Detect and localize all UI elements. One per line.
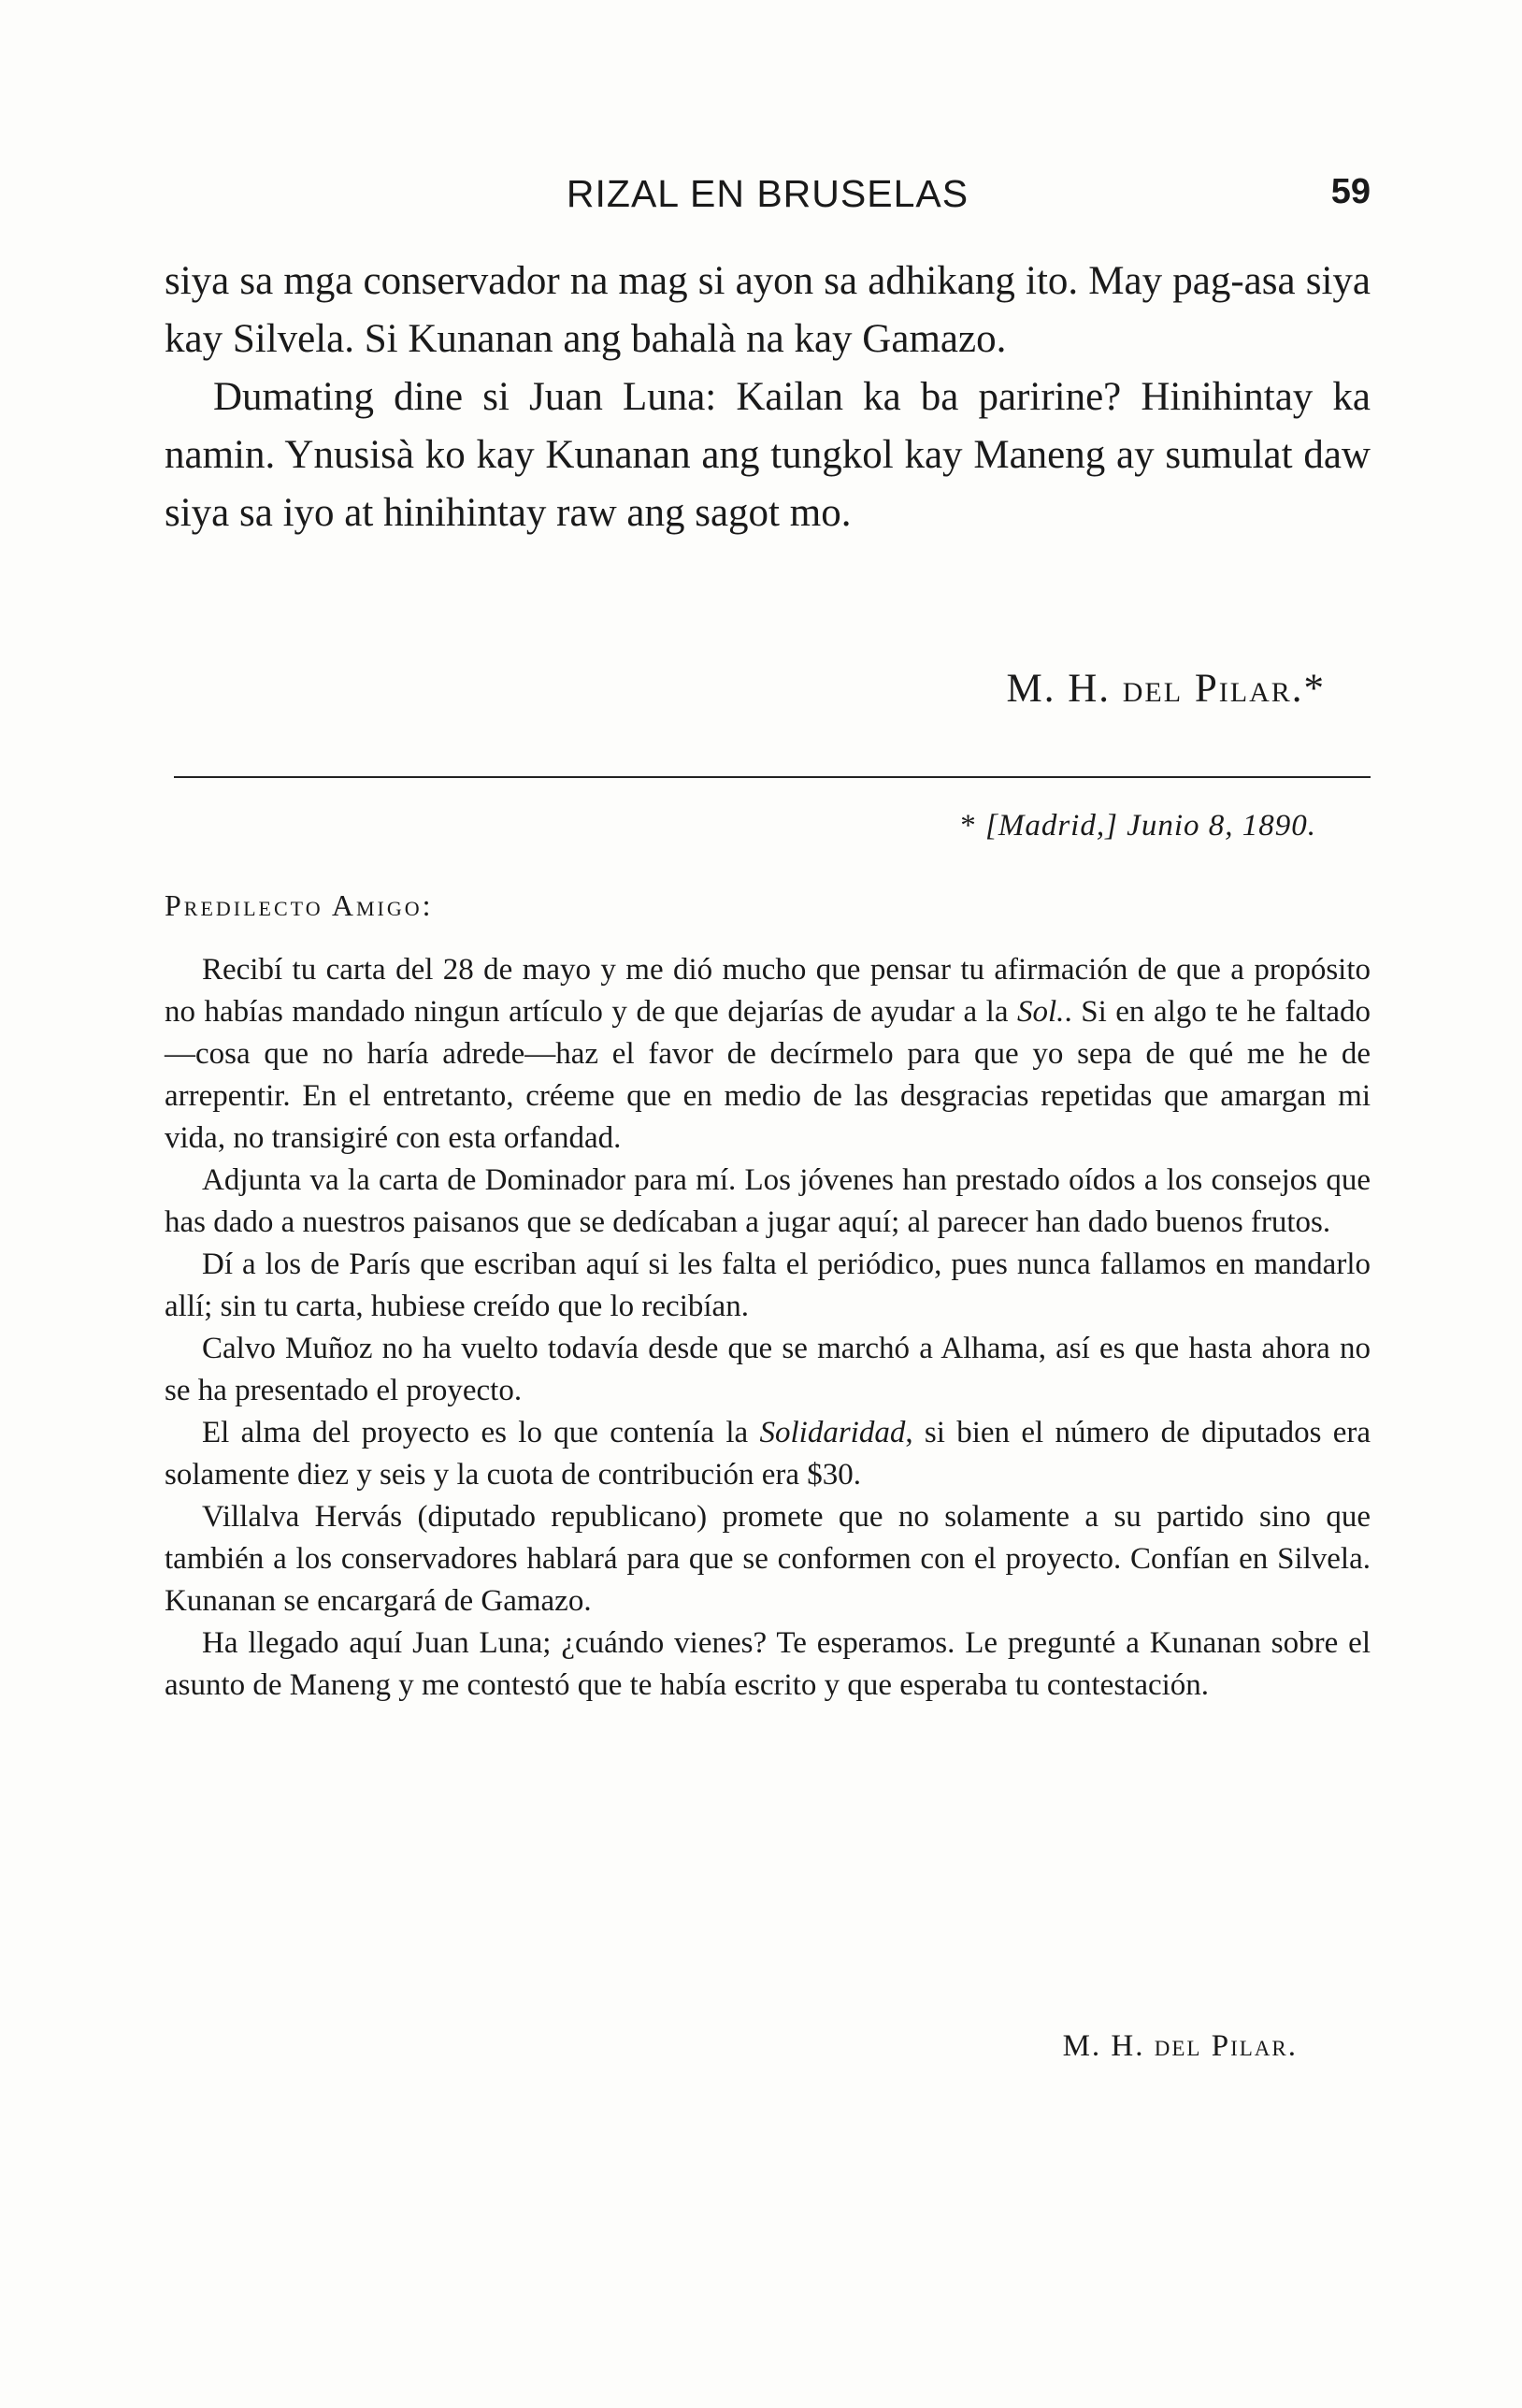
italic-title: Solidaridad xyxy=(759,1416,906,1449)
text-run: , si bien el número de diputados era solamente diez y seis y la cuota de contribución era $30. xyxy=(165,1416,1371,1492)
letter-paragraph xyxy=(165,949,1371,1160)
text-run: Recibí tu carta del 28 de mayo y me dió mucho que pensar tu afirmación de que a propósito no habías mandado ningun artículo y de que dejarías de ayudar a la xyxy=(165,953,1371,1029)
letter-paragraph: Ha llegado aquí Juan Luna; ¿cuándo vienes? Te esperamos. Le pregunté a Kunanan sobre el asunto de Maneng y me contestó que te había escrito y que esperaba tu contestación. xyxy=(165,1626,1371,1702)
running-head xyxy=(165,168,1371,224)
paragraph: Dumating dine si Juan Luna: Kailan ka ba paririne? Hinihintay ka namin. Ynusisà ko kay Kunanan ang tungkol kay Maneng ay sumulat daw siya sa iyo at hinihintay raw ang sagot mo. xyxy=(165,375,1371,535)
letter-paragraph: Villalva Hervás (diputado republicano) promete que no solamente a su partido sino que también a los conservadores hablará para que se conformen con el proyecto. Confían en Silvela. Kunanan se encargará de Gamazo. xyxy=(165,1500,1371,1618)
signature-particle: del xyxy=(1122,667,1184,711)
top-section-text xyxy=(165,252,1371,542)
letter-salutation: Predilecto Amigo: xyxy=(165,888,434,922)
signature-initials: M. H. xyxy=(1006,667,1123,711)
letter-dateline xyxy=(960,809,1316,844)
paragraph: siya sa mga conservador na mag si ayon sa adhikang ito. May pag-asa siya kay Silvela. Si Kunanan ang bahalà na kay Gamazo. xyxy=(165,259,1371,361)
text-run: . Si en algo te he faltado—cosa que no haría adrede—haz el favor de decírmelo para que yo sepa de qué me he de arrepentir. En el entretanto, créeme que en medio de las desgracias repetidas que amargan mi vida, no transigiré con esta orfandad. xyxy=(165,995,1371,1155)
running-title: RIZAL EN BRUSELAS xyxy=(566,172,969,215)
letter-paragraph: Adjunta va la carta de Dominador para mí. Los jóvenes han prestado oídos a los consejos que has dado a nuestros paisanos que se dedícaban a jugar aquí; al parecer han dado buenos frutos. xyxy=(165,1163,1371,1239)
signature-bottom xyxy=(1063,2029,1298,2064)
signature-top xyxy=(1006,666,1326,712)
footnote-divider xyxy=(174,776,1371,778)
signature-particle: del xyxy=(1154,2029,1202,2063)
letter-place: [Madrid,] xyxy=(984,809,1118,843)
text-run: El alma del proyecto es lo que contenía la xyxy=(202,1416,760,1449)
italic-title: Sol. xyxy=(1017,995,1065,1029)
page-number: 59 xyxy=(1330,172,1371,211)
letter-body xyxy=(165,949,1371,1707)
signature-surname: Pilar. xyxy=(1201,2029,1298,2063)
letter-date: Junio 8, 1890. xyxy=(1117,809,1316,843)
letter-paragraph: Dí a los de París que escriban aquí si les falta el periódico, pues nunca fallamos en mandarlo allí; sin tu carta, hubiese creído que lo recibían. xyxy=(165,1247,1371,1323)
signature-surname: Pilar.* xyxy=(1183,667,1326,711)
footnote-marker: * xyxy=(960,809,985,843)
letter-paragraph: Calvo Muñoz no ha vuelto todavía desde que se marchó a Alhama, así es que hasta ahora no se ha presentado el proyecto. xyxy=(165,1332,1371,1407)
letter-paragraph xyxy=(165,1412,1371,1496)
signature-initials: M. H. xyxy=(1062,2029,1155,2063)
